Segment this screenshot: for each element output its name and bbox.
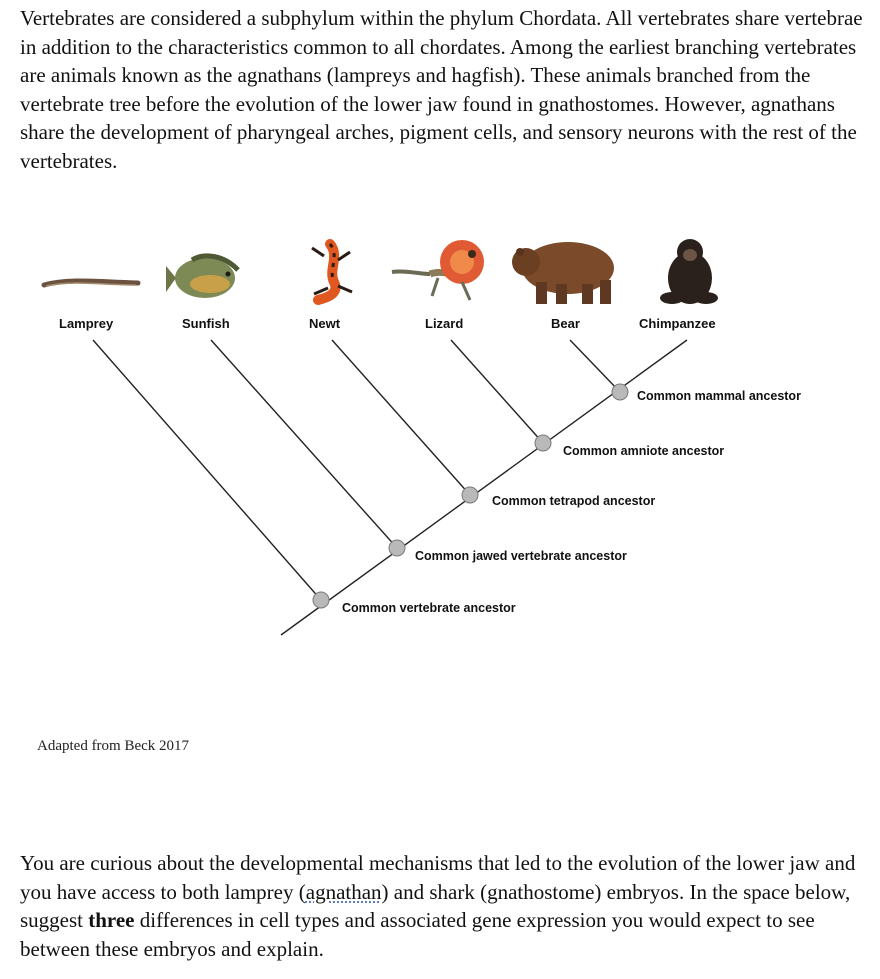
node-amniote-ancestor (535, 435, 551, 451)
node-vertebrate-ancestor (313, 592, 329, 608)
taxon-label-lizard: Lizard (425, 316, 464, 331)
node-label-vertebrate: Common vertebrate ancestor (342, 601, 516, 615)
taxon-label-lamprey: Lamprey (59, 316, 114, 331)
node-label-mammal: Common mammal ancestor (637, 389, 801, 403)
node-jawed-vertebrate-ancestor (389, 540, 405, 556)
chimpanzee-icon (660, 239, 718, 304)
taxon-label-newt: Newt (309, 316, 341, 331)
sunfish-icon (166, 256, 238, 298)
node-label-tetrapod: Common tetrapod ancestor (492, 494, 656, 508)
intro-paragraph: Vertebrates are considered a subphylum within the phylum Chordata. All vertebrates share vertebrae in addition to the characteristics common to all chordates. Among the earliest branching vertebrates are animals known as the agnathans (lampreys and hagfish). These animals branched from the vertebrate tree before the evolution of the lower jaw found in gnathostomes. However, agnathans share the development of pharyngeal arches, pigment cells, and sensory neurons with the rest of the vertebrates. (20, 6, 863, 173)
question-emphasis-three: three (88, 908, 135, 933)
tree-trunk (281, 340, 687, 635)
taxon-label-bear: Bear (551, 316, 580, 331)
node-label-jawed-vertebrate: Common jawed vertebrate ancestor (415, 549, 627, 563)
question-text-part1: You are curious about the developmental mechanisms that led to the evolution of the lower jaw and you have access to both lamprey ( (20, 851, 856, 904)
lizard-icon (392, 240, 484, 300)
lamprey-icon (44, 281, 138, 286)
branch-lizard (451, 340, 543, 443)
question-text-part3: differences in cell types and associated gene expression you would expect to see between these embryos and explain. (20, 908, 815, 961)
question-term-agnathan: agnathan (305, 879, 382, 904)
taxon-label-chimpanzee: Chimpanzee (639, 316, 716, 331)
question-paragraph (20, 849, 870, 963)
branch-lamprey (93, 340, 321, 600)
node-label-amniote: Common amniote ancestor (563, 444, 725, 458)
figure-caption: Adapted from Beck 2017 (37, 738, 190, 754)
newt-icon (312, 244, 352, 300)
node-mammal-ancestor (612, 384, 628, 400)
question-text-part2: ) and shark (gnathostome) embryos. In the space below, suggest (20, 879, 851, 933)
branch-sunfish (211, 340, 397, 548)
bear-icon (512, 242, 614, 304)
taxon-label-sunfish: Sunfish (182, 316, 230, 331)
branch-bear (570, 340, 620, 392)
branch-newt (332, 340, 470, 495)
node-tetrapod-ancestor (462, 487, 478, 503)
phylogenetic-tree (0, 230, 880, 650)
